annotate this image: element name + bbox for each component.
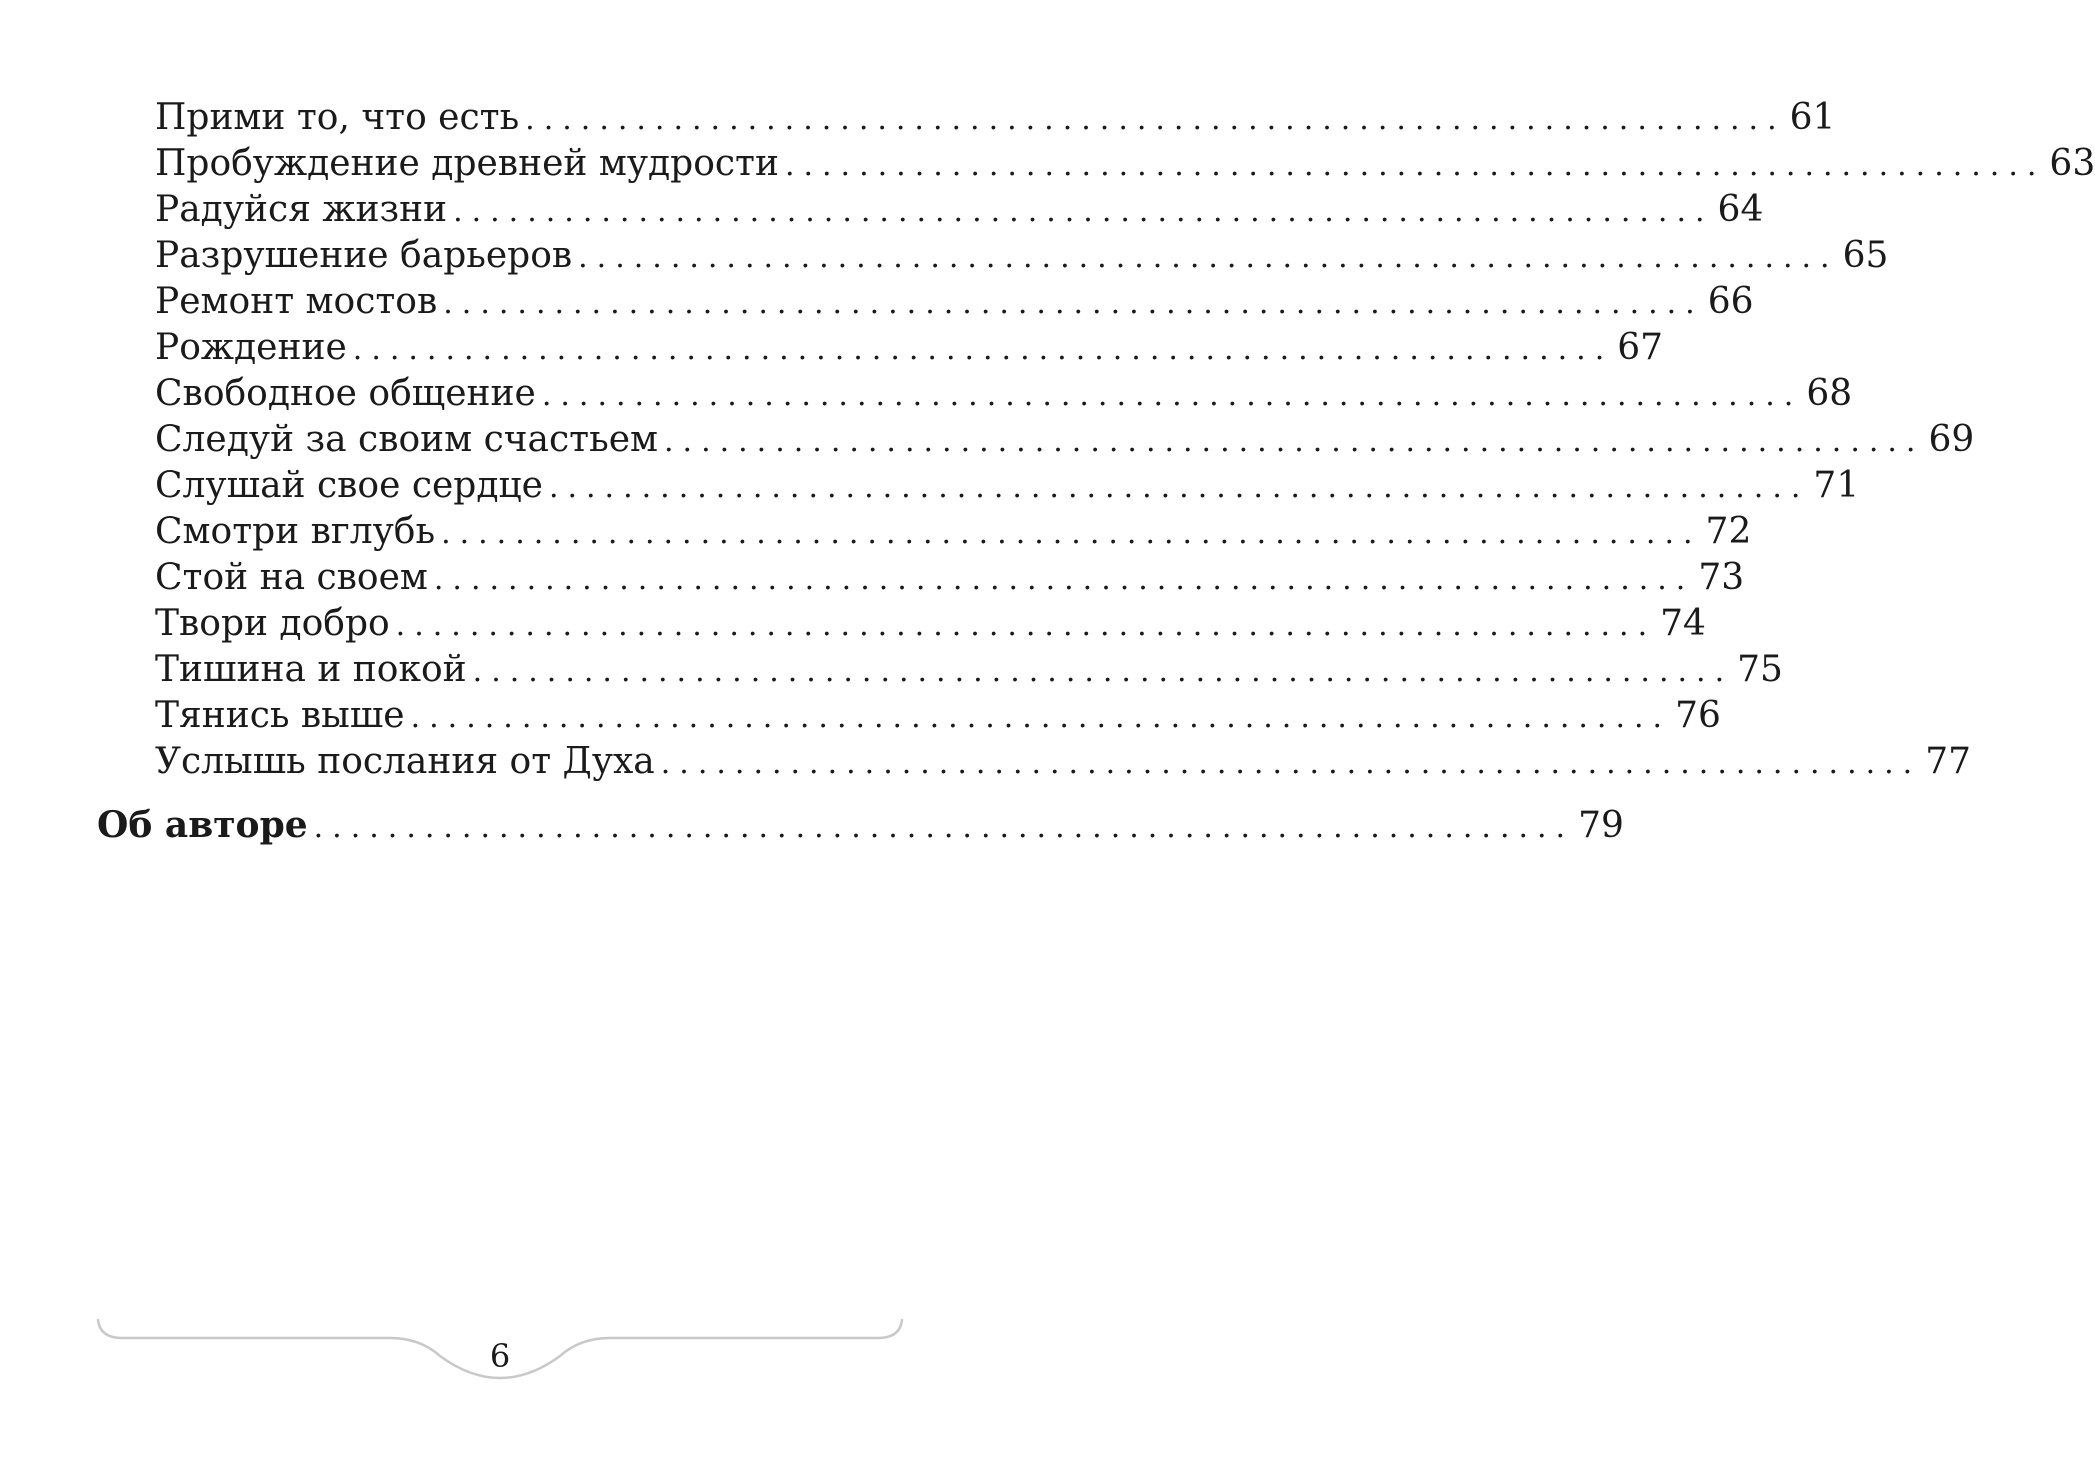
toc-entry (155, 463, 1860, 509)
toc-entry-page: 64 (1717, 189, 1764, 230)
dot-leader: .................................................................... (395, 608, 1657, 643)
toc-entry-page: 76 (1675, 695, 1721, 736)
toc-entry-title: Ремонт мостов (155, 281, 438, 322)
dot-leader: .................................................................... (441, 516, 1702, 551)
dot-leader: .................................................................... (443, 286, 1704, 321)
page-number: 6 (489, 1337, 511, 1375)
toc-entry-title: Услышь послания от Духа (155, 741, 655, 782)
toc-entry-page: 61 (1789, 97, 1836, 138)
toc-entry-title: Следуй за своим счастьем (155, 419, 658, 460)
toc-entry-title: Прими то, что есть (155, 97, 520, 138)
toc-entry-page: 72 (1705, 511, 1752, 552)
dot-leader: .................................................................... (433, 562, 1695, 597)
toc-entry-title: Разрушение барьеров (155, 235, 573, 276)
dot-leader: .................................................................... (472, 654, 1734, 689)
dot-leader: .................................................................... (784, 148, 2046, 183)
dot-leader: .................................................................... (352, 332, 1614, 367)
toc-entry-title: Радуйся жизни (155, 189, 448, 230)
toc-entry-page: 66 (1707, 281, 1754, 322)
dot-leader: .................................................................... (541, 378, 1803, 413)
toc-entry (155, 693, 1721, 739)
toc-entry-page: 73 (1698, 557, 1745, 598)
toc-entry-title: Твори добро (155, 603, 390, 644)
toc-entry-page: 71 (1813, 465, 1860, 506)
toc-entry (155, 95, 1836, 141)
dot-leader: .................................................................... (313, 810, 1575, 845)
toc-entry (155, 325, 1664, 371)
toc-entry-title: Свободное общение (155, 373, 536, 414)
toc-entry-title: Тянись выше (155, 695, 405, 736)
toc-entry-title: Пробуждение древней мудрости (155, 143, 779, 184)
toc-entry-page: 63 (2049, 143, 2095, 184)
toc-main-entry-page: 79 (1578, 805, 1624, 846)
toc-main-entry-title: Об авторе (97, 804, 308, 846)
toc-entry (155, 141, 2095, 187)
dot-leader: .................................................................... (525, 102, 1786, 137)
toc-entry-page: 77 (1925, 741, 1972, 782)
toc-entry (155, 279, 1754, 325)
toc-entry (155, 187, 1764, 233)
dot-leader: .................................................................... (578, 240, 1839, 275)
toc-entry (155, 601, 1706, 647)
toc-entry (155, 739, 1972, 785)
dot-leader: .................................................................... (410, 700, 1672, 735)
toc-entry (155, 555, 1745, 601)
toc-entry (155, 647, 1783, 693)
toc-entry-page: 69 (1928, 419, 1975, 460)
toc-entry-page: 67 (1617, 327, 1664, 368)
dot-leader: .................................................................... (548, 470, 1810, 505)
toc-main-entry (97, 802, 1624, 848)
toc-entry-page: 65 (1842, 235, 1889, 276)
dot-leader: .................................................................... (453, 194, 1714, 229)
toc-entry-title: Рождение (155, 327, 347, 368)
toc-entry-title: Тишина и покой (155, 649, 467, 690)
toc-entry-title: Слушай свое сердце (155, 465, 543, 506)
toc-entry (155, 417, 1975, 463)
toc-entry-page: 75 (1737, 649, 1783, 690)
toc-entry (155, 371, 1853, 417)
dot-leader: .................................................................... (664, 424, 1925, 459)
toc-entry-title: Стой на своем (155, 557, 428, 598)
toc-entry (155, 233, 1889, 279)
toc-entry-page: 68 (1806, 373, 1853, 414)
toc-entry-page: 74 (1660, 603, 1706, 644)
toc-entry (155, 509, 1752, 555)
dot-leader: .................................................................... (660, 746, 1922, 781)
toc-entry-title: Смотри вглубь (155, 511, 436, 552)
